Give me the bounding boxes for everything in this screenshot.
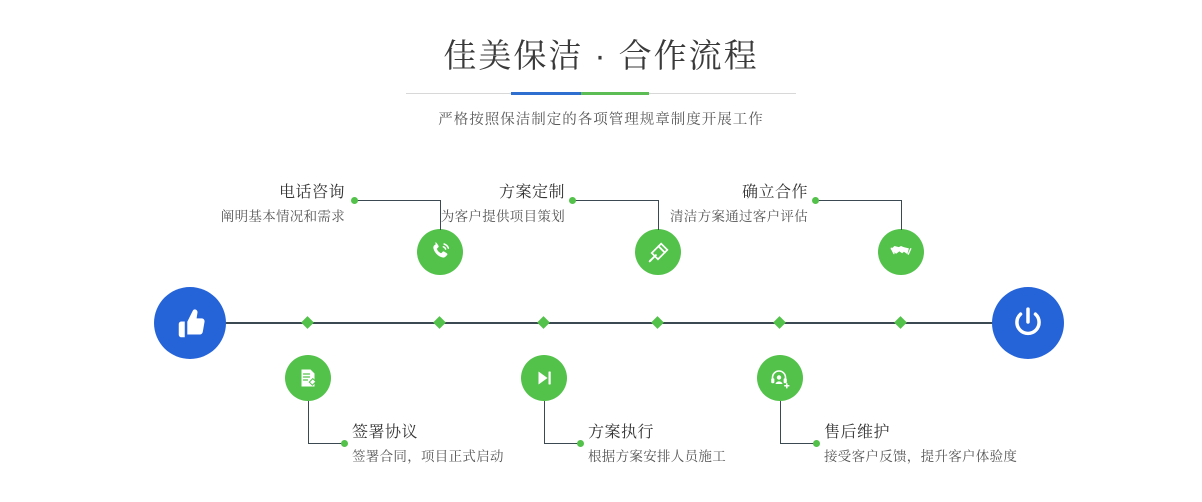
step-title-6: 售后维护 — [824, 424, 891, 441]
step-title-1: 电话咨询 — [278, 184, 345, 201]
flow-start-badge — [154, 287, 226, 359]
connector-dot-2 — [341, 440, 348, 447]
pen-ruler-icon — [646, 240, 671, 265]
step-desc-2: 签署合同，项目正式启动 — [352, 449, 504, 464]
connector-step-5-vertical — [901, 200, 902, 230]
connector-step-2-horizontal — [308, 443, 344, 444]
step-node-2 — [285, 355, 331, 401]
step-title-3: 方案定制 — [498, 184, 565, 201]
axis-marker-6 — [773, 316, 786, 329]
axis-marker-4 — [537, 316, 550, 329]
step-title-2: 签署协议 — [352, 424, 419, 441]
divider-green-segment — [581, 92, 649, 95]
axis-marker-5 — [894, 316, 907, 329]
handshake-icon — [888, 239, 914, 265]
page-title: 佳美保洁 · 合作流程 — [443, 37, 759, 74]
step-node-1 — [417, 229, 463, 275]
headset-support-icon — [768, 366, 792, 390]
thumbs-up-icon — [172, 305, 208, 341]
step-label-2 — [352, 422, 612, 468]
step-title-4: 方案执行 — [588, 424, 655, 441]
document-edit-icon — [296, 366, 320, 390]
divider-blue-segment — [511, 92, 581, 95]
step-label-3 — [325, 182, 565, 228]
step-node-4 — [521, 355, 567, 401]
step-desc-6: 接受客户反馈，提升客户体验度 — [824, 449, 1018, 464]
play-forward-icon — [532, 366, 556, 390]
page-subtitle: 严格按照保洁制定的各项管理规章制度开展工作 — [438, 111, 764, 128]
step-desc-5: 清洁方案通过客户评估 — [670, 209, 808, 224]
power-icon — [1009, 304, 1047, 342]
timeline-axis — [188, 322, 1040, 324]
step-label-6 — [824, 422, 1124, 468]
step-node-6 — [757, 355, 803, 401]
step-label-1 — [105, 182, 345, 228]
connector-dot-5 — [812, 197, 819, 204]
step-desc-1: 阐明基本情况和需求 — [220, 209, 345, 224]
connector-step-5-horizontal — [816, 200, 902, 201]
phone-ring-icon — [427, 239, 453, 265]
step-label-5 — [568, 182, 808, 228]
process-flow-diagram — [0, 150, 1202, 502]
step-node-5 — [878, 229, 924, 275]
step-desc-3: 为客户提供项目策划 — [440, 209, 565, 224]
connector-step-2-vertical — [308, 401, 309, 443]
axis-marker-3 — [651, 316, 664, 329]
title-divider — [406, 92, 796, 95]
step-title-5: 确立合作 — [741, 184, 808, 201]
axis-marker-1 — [433, 316, 446, 329]
step-node-3 — [635, 229, 681, 275]
step-desc-4: 根据方案安排人员施工 — [588, 449, 726, 464]
page-header — [0, 0, 1202, 129]
axis-marker-2 — [301, 316, 314, 329]
flow-end-badge — [992, 287, 1064, 359]
